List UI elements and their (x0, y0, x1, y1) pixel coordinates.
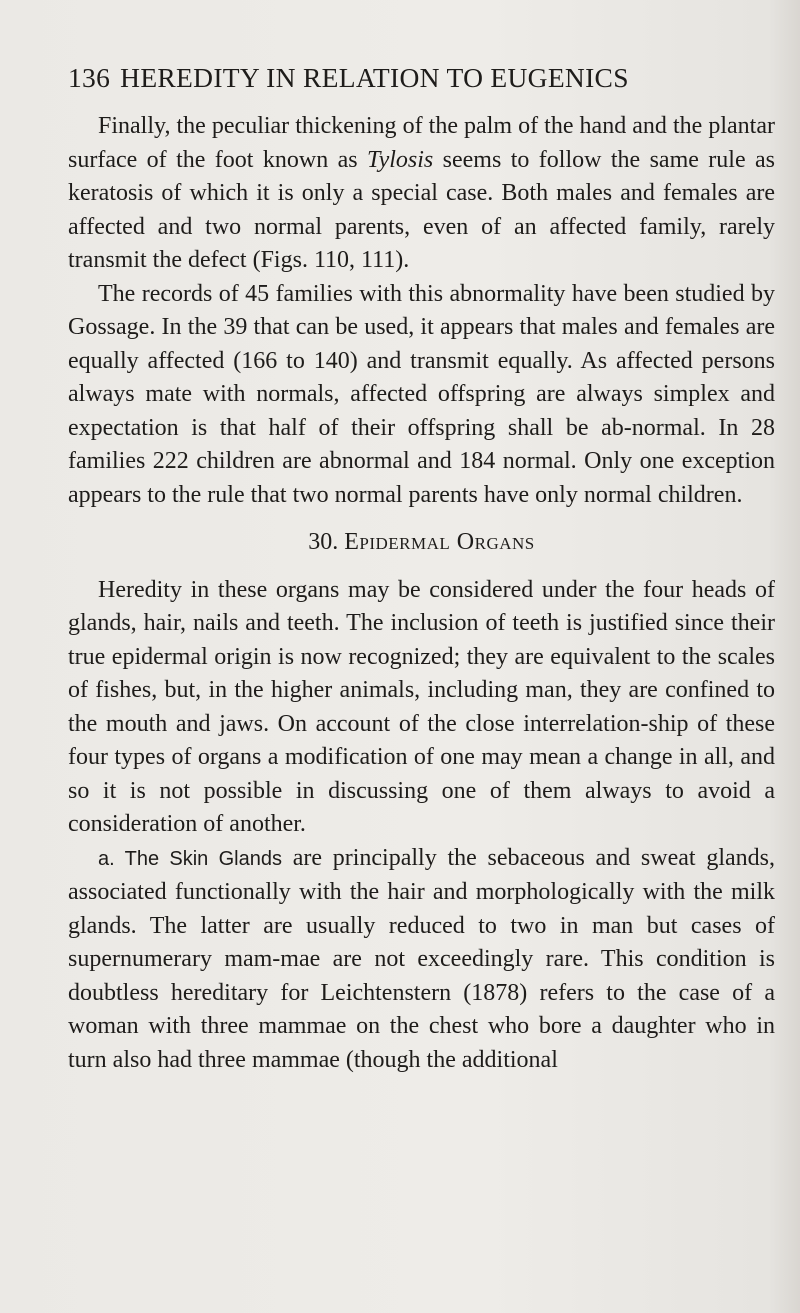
section-number: 30. (308, 529, 339, 555)
page-body (68, 110, 775, 1077)
paragraph-skin-glands (68, 842, 775, 1078)
paragraph-text: are principally the sebaceous and sweat glands, associated functionally with the hair and morphologically with the milk glands. The latter are usually reduced to two in man but cases of supernumerary mam-mae are not exceedingly rare. This condition is doubtless hereditary for Leichtenstern (1878) refers to the case of a woman with three mammae on the chest who bore a daughter who in turn also had three mammae (though the additional (68, 844, 775, 1073)
paragraph-epidermal-organs: Heredity in these organs may be considered under the four heads of glands, hair, nails and teeth. The inclusion of teeth is justified since their true epidermal origin is now recognized; they are equivalent to the scales of fishes, but, in the higher animals, including man, they are confined to the mouth and jaws. On account of the close interrelation-ship of these four types of organs a modification of one may mean a change in all, and so it is not possible in discussing one of them always to avoid a consideration of another. (68, 576, 775, 837)
running-title: HEREDITY IN RELATION TO EUGENICS (120, 62, 629, 93)
paragraph-tylosis (68, 110, 775, 278)
paragraph-text: Finally, the peculiar thickening of the palm of the hand and the plantar surface of the foot known as (68, 113, 775, 173)
page-number: 136 (68, 62, 111, 93)
paragraph-text: seems to follow the same rule as keratosis of which it is only a special case. Both males and females are affected and two normal parents, even of an affected family, rarely transmit the defect (Figs. 110, 111). (68, 146, 776, 273)
subsection-label: a. The Skin Glands (98, 847, 282, 870)
paragraph-gossage: The records of 45 families with this abnormality have been studied by Gossage. In the 39 that can be used, it appears that males and females are equally affected (166 to 140) and transmit equally. As affected persons always mate with normals, affected offspring are always simplex and expectation is that half of their offspring shall be ab-normal. In 28 families 222 children are abnormal and 184 normal. Only one exception appears to the rule that two normal parents have only normal children. (68, 280, 775, 508)
section-heading (68, 526, 775, 560)
running-header (68, 62, 768, 94)
term-tylosis: Tylosis (367, 146, 434, 173)
section-title: Epidermal Organs (344, 529, 535, 555)
